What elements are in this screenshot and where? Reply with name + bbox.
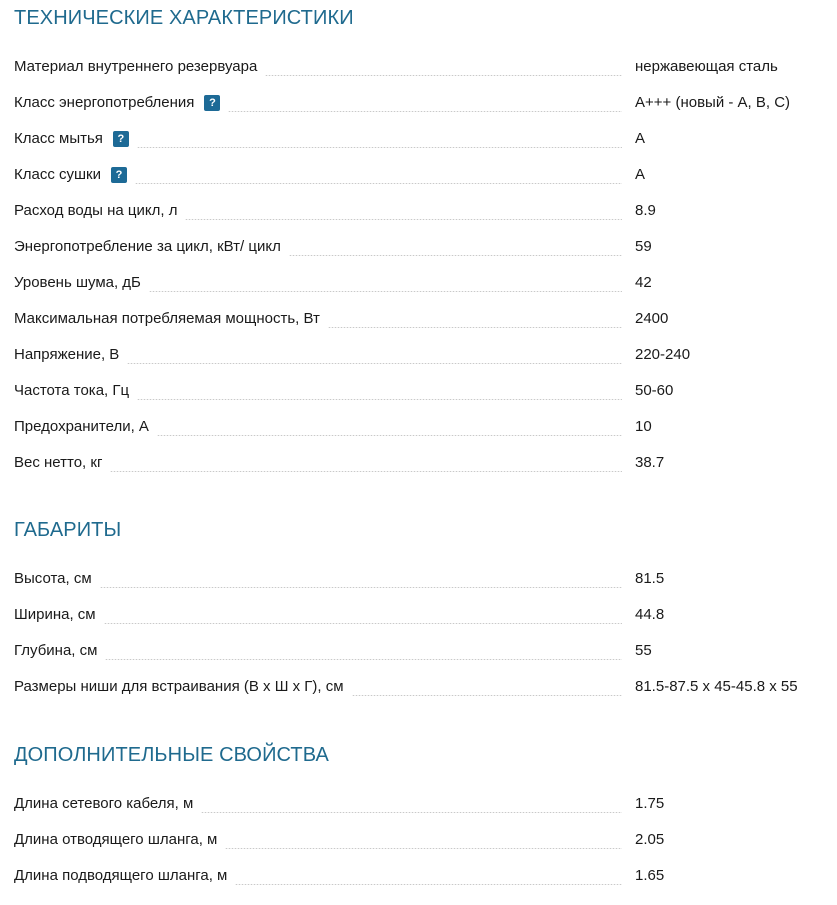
- spec-row: [14, 265, 837, 301]
- dotted-leader: [289, 255, 622, 256]
- dotted-leader: [235, 884, 622, 885]
- spec-label-text: Напряжение, В: [14, 337, 127, 373]
- spec-label: [14, 229, 622, 265]
- dotted-leader: [201, 812, 622, 813]
- spec-row: [14, 373, 837, 409]
- spec-value: 10: [635, 418, 652, 435]
- spec-label-text: Уровень шума, дБ: [14, 265, 149, 301]
- spec-label-text: Класс энергопотребления: [14, 85, 202, 121]
- spec-label-text: Вес нетто, кг: [14, 445, 110, 481]
- spec-value: 1.75: [635, 795, 665, 812]
- spec-label-text: Глубина, см: [14, 633, 105, 669]
- spec-label-text: Класс сушки: [14, 157, 109, 193]
- spec-row: [14, 121, 837, 157]
- spec-label: [14, 193, 622, 229]
- spec-list-technical: [14, 49, 837, 481]
- spec-label: [14, 301, 622, 337]
- spec-label-text: Длина сетевого кабеля, м: [14, 786, 201, 822]
- spec-value: 2.05: [635, 831, 665, 848]
- spec-label: [14, 858, 622, 894]
- spec-label-text: Длина подводящего шланга, м: [14, 858, 235, 894]
- spec-label-text: Частота тока, Гц: [14, 373, 137, 409]
- spec-value: A: [635, 166, 646, 183]
- dotted-leader: [137, 399, 622, 400]
- dotted-leader: [185, 219, 622, 220]
- spec-label: [14, 373, 622, 409]
- spec-value: 42: [635, 274, 652, 291]
- spec-row: [14, 337, 837, 373]
- section-title-dimensions: ГАБАРИТЫ: [14, 519, 122, 541]
- section-title-additional: ДОПОЛНИТЕЛЬНЫЕ СВОЙСТВА: [14, 744, 329, 766]
- spec-row: [14, 193, 837, 229]
- spec-row: [14, 858, 837, 894]
- spec-row: [14, 49, 837, 85]
- spec-row: [14, 409, 837, 445]
- spec-label: [14, 669, 622, 705]
- spec-label-text: Энергопотребление за цикл, кВт/ цикл: [14, 229, 289, 265]
- spec-value: A: [635, 130, 646, 147]
- spec-row: [14, 822, 837, 858]
- spec-label: [14, 337, 622, 373]
- spec-label-text: Максимальная потребляемая мощность, Вт: [14, 301, 328, 337]
- spec-label: [14, 561, 622, 597]
- spec-value: 59: [635, 238, 652, 255]
- spec-label: [14, 49, 622, 85]
- spec-label-text: Расход воды на цикл, л: [14, 193, 185, 229]
- spec-value: 44.8: [635, 606, 665, 623]
- spec-label-text: Класс мытья: [14, 121, 111, 157]
- spec-value: 2400: [635, 310, 669, 327]
- dotted-leader: [105, 659, 622, 660]
- spec-value: 55: [635, 642, 652, 659]
- spec-label: [14, 265, 622, 301]
- section-title-technical: ТЕХНИЧЕСКИЕ ХАРАКТЕРИСТИКИ: [14, 7, 354, 29]
- spec-label: [14, 85, 622, 121]
- dotted-leader: [225, 848, 622, 849]
- spec-label-text: Материал внутреннего резервуара: [14, 49, 265, 85]
- spec-label-text: Размеры ниши для встраивания (В x Ш x Г), см: [14, 669, 352, 705]
- spec-label: [14, 786, 622, 822]
- dotted-leader: [110, 471, 622, 472]
- spec-row: [14, 157, 837, 193]
- spec-value: 50-60: [635, 382, 674, 399]
- dotted-leader: [100, 587, 622, 588]
- dotted-leader: [157, 435, 622, 436]
- spec-label: [14, 121, 622, 157]
- spec-label-text: Длина отводящего шланга, м: [14, 822, 225, 858]
- dotted-leader: [104, 623, 622, 624]
- spec-value: 81.5-87.5 x 45-45.8 x 55: [635, 678, 798, 695]
- spec-row: [14, 445, 837, 481]
- spec-list-additional: [14, 786, 837, 894]
- spec-label-text: Высота, см: [14, 561, 100, 597]
- spec-value: 81.5: [635, 570, 665, 587]
- spec-label-text: Предохранители, А: [14, 409, 157, 445]
- spec-label: [14, 409, 622, 445]
- spec-row: [14, 229, 837, 265]
- spec-label: [14, 822, 622, 858]
- dotted-leader: [328, 327, 622, 328]
- help-icon[interactable]: ?: [204, 95, 220, 111]
- dotted-leader: [135, 183, 622, 184]
- spec-value: A+++ (новый - A, B, C): [635, 94, 791, 111]
- dotted-leader: [352, 695, 622, 696]
- dotted-leader: [149, 291, 622, 292]
- spec-value: 38.7: [635, 454, 665, 471]
- spec-label: [14, 445, 622, 481]
- spec-row: [14, 669, 837, 705]
- spec-row: [14, 786, 837, 822]
- dotted-leader: [127, 363, 622, 364]
- help-icon[interactable]: ?: [111, 167, 127, 183]
- spec-row: [14, 85, 837, 121]
- spec-value: 8.9: [635, 202, 656, 219]
- spec-list-dimensions: [14, 561, 837, 705]
- spec-row: [14, 597, 837, 633]
- spec-label: [14, 597, 622, 633]
- spec-row: [14, 301, 837, 337]
- dotted-leader: [228, 111, 622, 112]
- spec-label: [14, 633, 622, 669]
- spec-value: 220-240: [635, 346, 691, 363]
- spec-label-text: Ширина, см: [14, 597, 104, 633]
- spec-label: [14, 157, 622, 193]
- dotted-leader: [265, 75, 622, 76]
- spec-value: 1.65: [635, 867, 665, 884]
- help-icon[interactable]: ?: [113, 131, 129, 147]
- spec-value: нержавеющая сталь: [635, 58, 778, 75]
- spec-row: [14, 633, 837, 669]
- dotted-leader: [137, 147, 622, 148]
- spec-row: [14, 561, 837, 597]
